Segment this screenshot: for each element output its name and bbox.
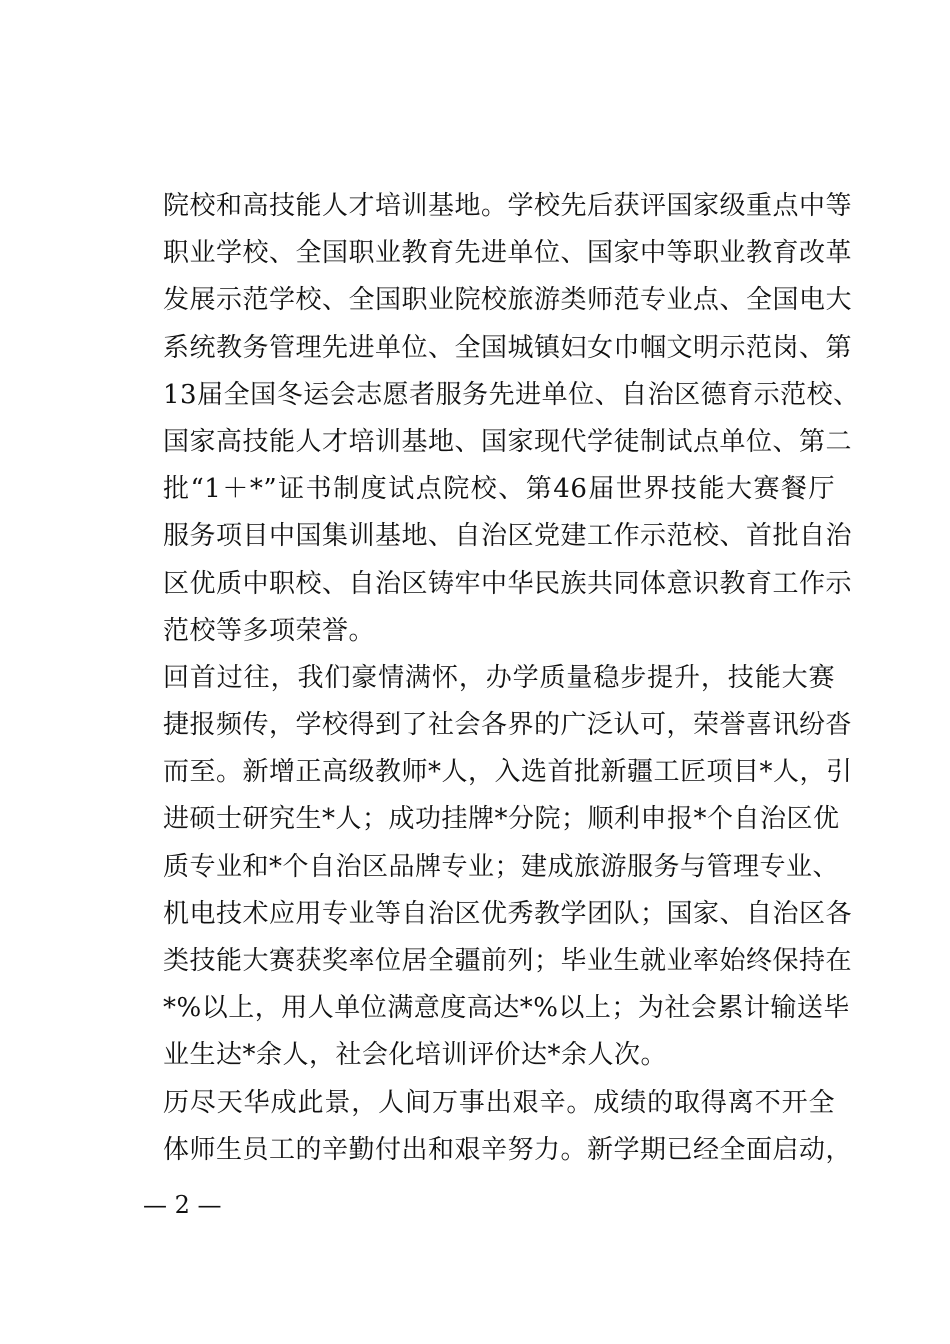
text-line: 而至。新增正高级教师*人，入选首批新疆工匠项目*人，引 <box>163 757 853 788</box>
text-line: 13届全国冬运会志愿者服务先进单位、自治区德育示范校、 <box>163 379 860 410</box>
text-line: *%以上，用人单位满意度高达*%以上；为社会累计输送毕 <box>163 993 850 1024</box>
text-line: 类技能大赛获奖率位居全疆前列；毕业生就业率始终保持在 <box>163 946 853 976</box>
text-line: 职业学校、全国职业教育先进单位、国家中等职业教育改革 <box>163 238 853 269</box>
text-line: 系统教务管理先进单位、全国城镇妇女巾帼文明示范岗、第 <box>163 332 853 363</box>
text-line: 机电技术应用专业等自治区优秀教学团队；国家、自治区各 <box>163 898 853 929</box>
text-line: 体师生员工的辛勤付出和艰辛努力。新学期已经全面启动， <box>163 1134 853 1165</box>
text-line: 质专业和*个自治区品牌专业；建成旅游服务与管理专业、 <box>163 851 840 882</box>
text-line: 院校和高技能人才培训基地。学校先后获评国家级重点中等 <box>163 191 853 221</box>
text-line: 区优质中职校、自治区铸牢中华民族共同体意识教育工作示 <box>163 568 853 599</box>
text-line: 历尽天华成此景，人间万事出艰辛。成绩的取得离不开全 <box>163 1087 835 1118</box>
body-text <box>163 183 860 1174</box>
text-line: 进硕士研究生*人；成功挂牌*分院；顺利申报*个自治区优 <box>163 804 840 835</box>
text-line: 批“1＋*”证书制度试点院校、第46届世界技能大赛餐厅 <box>163 474 835 505</box>
text-line: 范校等多项荣誉。 <box>163 615 376 646</box>
text-line: 发展示范学校、全国职业院校旅游类师范专业点、全国电大 <box>163 285 853 316</box>
text-line: 业生达*余人，社会化培训评价达*余人次。 <box>163 1040 668 1071</box>
page-number: — 2 — <box>143 1191 222 1219</box>
text-line: 国家高技能人才培训基地、国家现代学徒制试点单位、第二 <box>163 426 853 457</box>
text-line: 回首过往，我们豪情满怀，办学质量稳步提升，技能大赛 <box>163 662 835 693</box>
text-line: 服务项目中国集训基地、自治区党建工作示范校、首批自治 <box>163 521 853 552</box>
text-line: 捷报频传，学校得到了社会各界的广泛认可，荣誉喜讯纷沓 <box>163 710 853 741</box>
